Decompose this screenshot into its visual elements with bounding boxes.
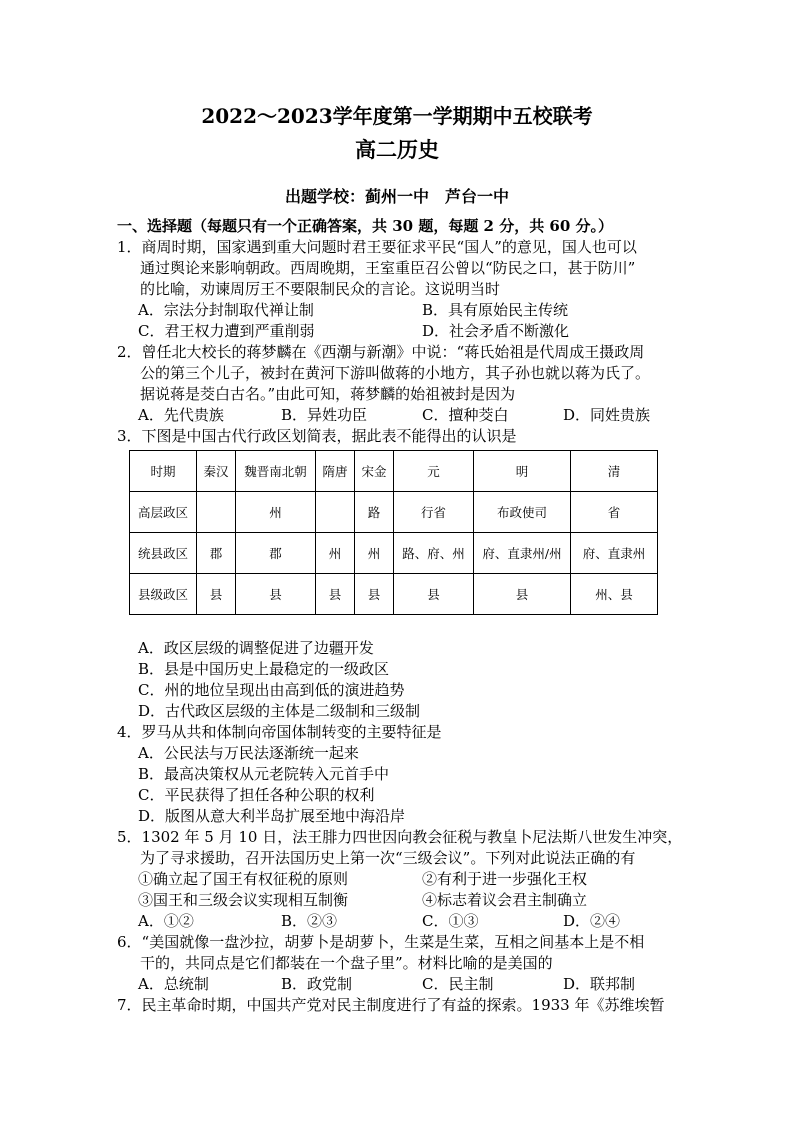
q3-option-d: D．古代政区层级的主体是二级制和三级制	[138, 702, 421, 720]
q4-option-a: A．公民法与万民法逐渐统一起来	[138, 744, 359, 762]
q5-line-2: 为了寻求援助，召开法国历史上第一次“三级会议”。下列对此说法正确的有	[140, 849, 636, 867]
table-cell: 州、县	[571, 574, 658, 615]
q3-option-b: B．县是中国历史上最稳定的一级政区	[138, 660, 390, 678]
q4-option-b: B．最高决策权从元老院转入元首手中	[138, 765, 390, 783]
table-row	[130, 492, 658, 533]
table-cell: 州	[316, 533, 355, 574]
q6-line-1: 6．“美国就像一盘沙拉，胡萝卜是胡萝卜，生菜是生菜，互相之间基本上是不相	[117, 933, 645, 951]
table-cell: 府、直隶州/州	[474, 533, 571, 574]
q5-option-b: B．②③	[281, 912, 338, 930]
q3-line-1: 3．下图是中国古代行政区划简表，据此表不能得出的认识是	[117, 427, 517, 445]
table-cell: 县	[197, 574, 236, 615]
q3-option-c: C．州的地位呈现出由高到低的演进趋势	[138, 681, 405, 699]
table-cell: 州	[236, 492, 316, 533]
q2-option-a: A．先代贵族	[138, 406, 224, 424]
q6-line-2: 干的，共同点是它们都装在一个盘子里”。材料比喻的是美国的	[140, 954, 553, 972]
table-cell	[197, 492, 236, 533]
q1-option-d: D．社会矛盾不断激化	[422, 322, 570, 340]
table-cell: 县	[236, 574, 316, 615]
table-cell: 县	[355, 574, 394, 615]
table-cell: 县	[316, 574, 355, 615]
admin-division-table	[129, 450, 658, 615]
q2-line-3: 据说蒋是茭白古名。”由此可知，蒋梦麟的始祖被封是因为	[140, 385, 516, 403]
table-cell: 县	[394, 574, 474, 615]
table-header-cell: 隋唐	[316, 451, 355, 492]
q1-line-3: 的比喻，劝谏周厉王不要限制民众的言论。这说明当时	[140, 280, 501, 298]
q7-line-1: 7．民主革命时期，中国共产党对民主制度进行了有益的探索。1933 年《苏维埃暂	[117, 996, 665, 1014]
q1-option-c: C．君王权力遭到严重削弱	[138, 322, 315, 340]
table-header-cell: 秦汉	[197, 451, 236, 492]
table-row	[130, 574, 658, 615]
table-header-cell: 明	[474, 451, 571, 492]
q1-line-1: 1．商周时期，国家遇到重大问题时君王要征求平民“国人”的意见，国人也可以	[117, 238, 637, 256]
q5-item-2: ②有利于进一步强化王权	[422, 870, 588, 888]
q5-line-1: 5．1302 年 5 月 10 日，法王腓力四世因向教会征税与教皇卜尼法斯八世发生冲突，	[117, 828, 683, 846]
table-cell: 布政使司	[474, 492, 571, 533]
table-cell: 统县政区	[130, 533, 197, 574]
q5-item-1: ①确立起了国王有权征税的原则	[138, 870, 349, 888]
table-cell: 县级政区	[130, 574, 197, 615]
q6-option-c: C．民主制	[422, 975, 494, 993]
section-heading: 一、选择题（每题只有一个正确答案，共 30 题，每题 2 分，共 60 分。）	[117, 217, 614, 235]
table-row	[130, 533, 658, 574]
table-header-row	[130, 451, 658, 492]
q2-line-1: 2．曾任北大校长的蒋梦麟在《西潮与新潮》中说：“蒋氏始祖是代周成王摄政周	[117, 343, 645, 361]
q5-item-3: ③国王和三级会议实现相互制衡	[138, 891, 349, 909]
table-header-cell: 宋金	[355, 451, 394, 492]
table-cell: 路、府、州	[394, 533, 474, 574]
q1-option-b: B．具有原始民主传统	[422, 301, 569, 319]
subject-title: 高二历史	[355, 137, 439, 162]
table-cell	[316, 492, 355, 533]
q2-option-d: D．同姓贵族	[563, 406, 651, 424]
table-header-cell: 魏晋南北朝	[236, 451, 316, 492]
exam-title: 2022～2023学年度第一学期期中五校联考	[201, 104, 593, 128]
table-cell: 郡	[197, 533, 236, 574]
q5-option-d: D．②④	[563, 912, 621, 930]
table-cell: 高层政区	[130, 492, 197, 533]
q5-option-a: A．①②	[138, 912, 194, 930]
table-header-cell: 时期	[130, 451, 197, 492]
q2-line-2: 公的第三个儿子，被封在黄河下游叫做蒋的小地方，其子孙也就以蒋为氏了。	[140, 364, 651, 382]
q4-option-d: D．版图从意大利半岛扩展至地中海沿岸	[138, 807, 406, 825]
table-cell: 郡	[236, 533, 316, 574]
q2-option-c: C．擅种茭白	[422, 406, 509, 424]
q6-option-a: A．总统制	[138, 975, 209, 993]
table-header-cell: 元	[394, 451, 474, 492]
q4-line-1: 4．罗马从共和体制向帝国体制转变的主要特征是	[117, 723, 442, 741]
q5-option-c: C．①③	[422, 912, 479, 930]
q2-option-b: B．异姓功臣	[281, 406, 368, 424]
q1-option-a: A．宗法分封制取代禅让制	[138, 301, 314, 319]
q4-option-c: C．平民获得了担任各种公职的权利	[138, 786, 375, 804]
q6-option-b: B．政党制	[281, 975, 353, 993]
table-cell: 府、直隶州	[571, 533, 658, 574]
table-cell: 路	[355, 492, 394, 533]
table-cell: 省	[571, 492, 658, 533]
table-cell: 州	[355, 533, 394, 574]
q3-option-a: A．政区层级的调整促进了边疆开发	[138, 639, 374, 657]
q6-option-d: D．联邦制	[563, 975, 636, 993]
table-cell: 行省	[394, 492, 474, 533]
school-line: 出题学校：蓟州一中 芦台一中	[284, 187, 509, 206]
table-cell: 县	[474, 574, 571, 615]
table-header-cell: 清	[571, 451, 658, 492]
q1-line-2: 通过舆论来影响朝政。西周晚期，王室重臣召公曾以“防民之口，甚于防川”	[140, 259, 636, 277]
q5-item-4: ④标志着议会君主制确立	[422, 891, 588, 909]
